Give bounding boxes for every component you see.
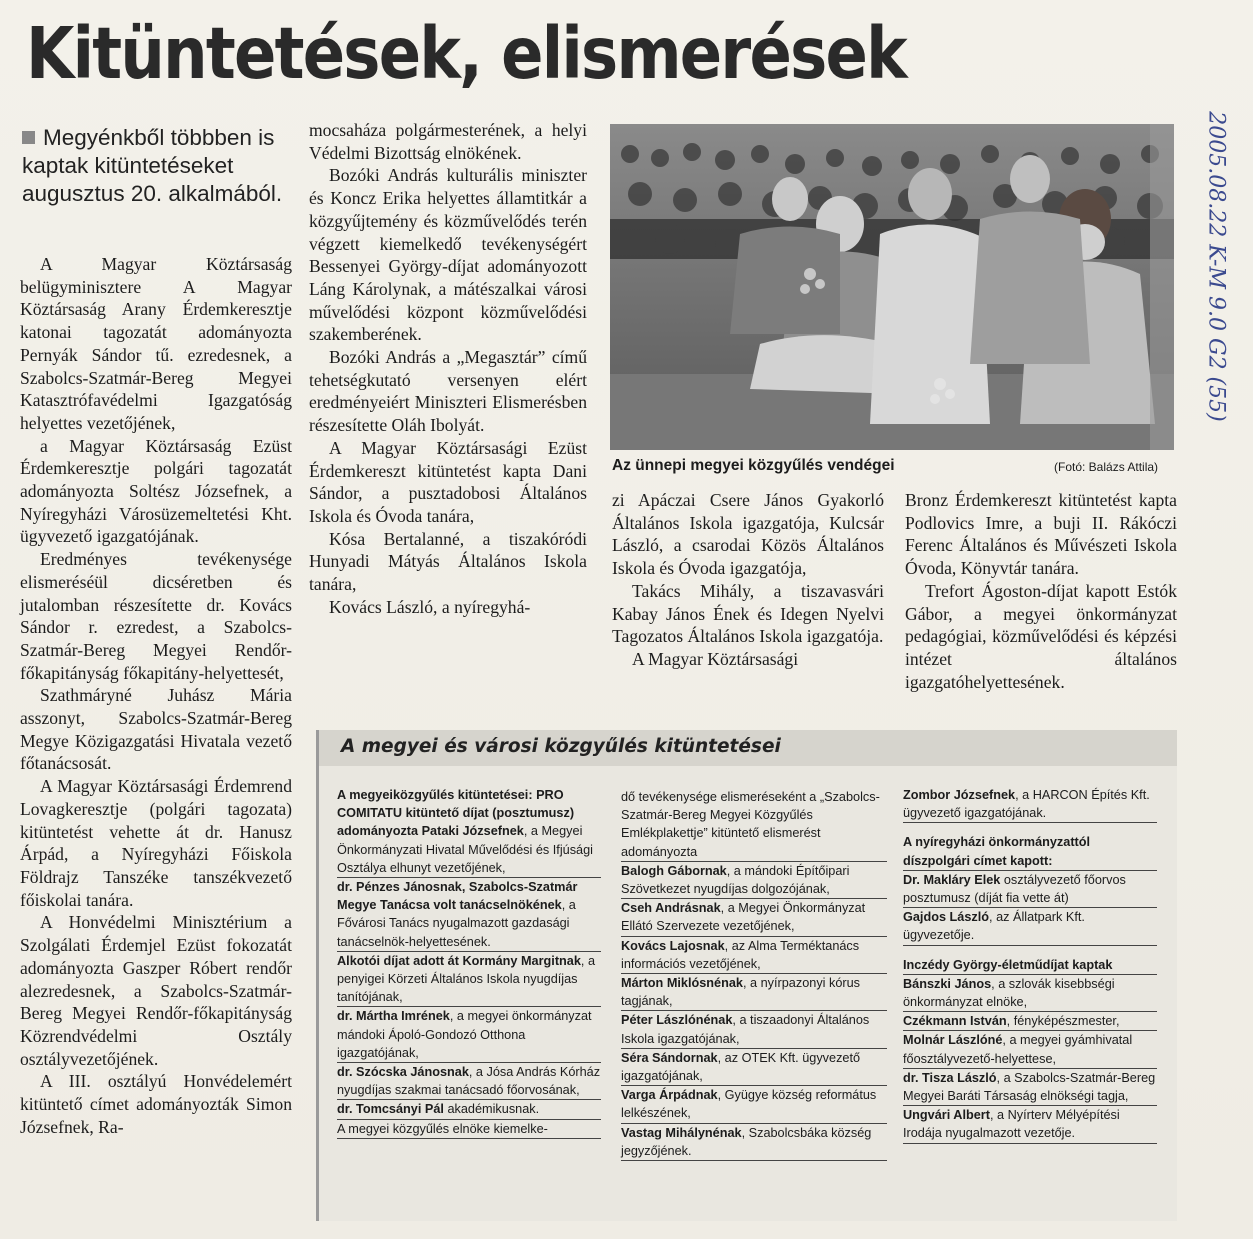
award-entry	[903, 833, 1157, 870]
award-recipient: Vastag Mihálynénak	[621, 1125, 742, 1140]
award-description: , az Alma Terméktanács információs vezetőjének,	[621, 938, 860, 971]
award-recipient: Varga Árpádnak	[621, 1088, 718, 1103]
paragraph: Takács Mihály, a tiszavasvári Kabay János Ének és Idegen Nyelvi Tagozatos Általános Iskola igazgatója.	[612, 580, 884, 647]
award-entry	[337, 1063, 601, 1100]
award-description: , a Megyei Önkormányzat Ellátó Szervezete vezetőjének,	[621, 901, 866, 934]
award-entry	[903, 956, 1157, 975]
paragraph: A Magyar Köztársasági	[632, 648, 799, 669]
award-recipient: dr. Tisza László	[903, 1070, 997, 1085]
award-description: , fényképészmester,	[1006, 1014, 1120, 1029]
award-recipient: dr. Pénzes Jánosnak, Szabolcs-Szatmár Megye Tanácsa volt tanácselnökének	[337, 880, 578, 913]
award-entry	[621, 899, 887, 936]
awards-box-column-1	[337, 786, 601, 1139]
award-entry	[337, 786, 601, 878]
award-recipient: Dr. Makláry Elek	[903, 872, 1001, 887]
awards-box-column-3	[903, 786, 1157, 1144]
paragraph: a Magyar Köztársaság Ezüst Érdemkeresztje polgári tagozatát adományozta Soltész Józsefnek, a Nyíregyházi Városüzemeltetési Kht. ügyvezető igazgatójának.	[20, 435, 292, 547]
paragraph: Trefort Ágoston-díjat kapott Estók Gábor, a megyei önkormányzat pedagógiai, közművelődési és képzési intézet általános igazgatóhelyettesének.	[905, 580, 1177, 692]
award-recipient: Péter Lászlónénak	[621, 1013, 733, 1028]
award-entry	[903, 786, 1157, 823]
award-description: , a Jósa András Kórház nyugdíjas szakmai tanácsadó főorvosának,	[337, 1065, 601, 1098]
paragraph: Bozóki András kulturális miniszter és Koncz Erika helyettes államtitkár a közgyűjtemény és közművelődés terén végzett kiemelkedő tevékenységért Bessenyei György-díjat adományozott Láng Károlynak, a mátészalkai városi művelődési központ közművelődési szakemberének.	[309, 165, 587, 345]
paragraph: Eredményes tevékenysége elismeréséül dicséretben és jutalomban részesítette dr. Kovács Sándor r. ezredest, a Szabolcs-Szatmár-Bereg Megyei Rendőr-főkapitányság főkapitány-helyettesét,	[20, 549, 292, 683]
award-entry	[337, 952, 601, 1008]
award-description: , a Fővárosi Tanács nyugalmazott gazdasági tanácselnök-helyettesének.	[337, 898, 576, 949]
paragraph: zi Apáczai Csere János Gyakorló Általános Iskola igazgatója, Kulcsár László, a csarodai Közös Általános Iskola és Óvoda igazgatója,	[612, 490, 884, 579]
award-recipient: Balogh Gábornak	[621, 863, 727, 878]
award-entry	[621, 1124, 887, 1161]
award-recipient: A nyíregyházi önkormányzattól díszpolgári címet kapott:	[903, 835, 1091, 868]
lead-text: Megyénkből többben is kaptak kitüntetéseket augusztus 20. alkalmából.	[22, 125, 283, 206]
paragraph: Bozóki András a „Megasztár” című tehetségkutató versenyen elért eredményeiért Miniszteri Elismerésben részesítette Oláh Ibolyát.	[309, 347, 587, 436]
paragraph: A Honvédelmi Minisztérium a Szolgálati Érdemjel Ezüst fokozatát adományozta Gaszper Róbert rendőr alezredesnek, a Szabolcs-Szatmár-Bereg Megyei Rendőr-főkapitányság Közrendvédelmi Osztály osztályvezetőjének.	[20, 912, 292, 1069]
award-description: , a szlovák kisebbségi önkormányzat elnöke,	[903, 976, 1115, 1010]
lead-paragraph	[22, 124, 292, 208]
award-description: , a nyírpazonyi kórus tagjának,	[621, 976, 861, 1009]
square-bullet-icon	[22, 131, 35, 144]
paragraph: A Magyar Köztársaság belügyminisztere A Magyar Köztársaság Arany Érdemkeresztje katonai tagozatát adományozta Pernyák Sándor tű. ezredesnek, a Szabolcs-Szatmár-Bereg Megyei Katasztrófavédelmi Igazgatóság helyettes vezetőjének,	[20, 254, 292, 433]
paragraph: mocsaháza polgármesterének, a helyi Védelmi Bizottság elnökének.	[309, 120, 587, 163]
award-description: , az Állatpark Kft. ügyvezetője.	[903, 910, 1085, 943]
award-entry	[903, 871, 1157, 908]
award-entry	[337, 1007, 601, 1063]
award-description: , a HARCON Építés Kft. ügyvezető igazgatójának.	[903, 788, 1150, 821]
paragraph: Kovács László, a nyíregyhá-	[329, 596, 531, 617]
paragraph: A Magyar Köztársasági Ezüst Érdemkereszt kitüntetést kapta Dani Sándor, a pusztadobosi Általános Iskola és Óvoda tanára,	[309, 437, 587, 526]
award-recipient: Bánszki János	[903, 976, 992, 991]
award-entry	[903, 1069, 1157, 1106]
ceremony-photo	[610, 124, 1174, 450]
award-recipient: Kovács Lajosnak	[621, 938, 725, 953]
award-recipient: Ungvári Albert	[903, 1108, 990, 1123]
award-description: dő tevékenysége elismeréseként a „Szabolcs-Szatmár-Bereg Megyei Közgyűlés Emlékplakettje” kitüntető elismerést adományozta	[621, 790, 880, 859]
award-entry	[337, 1120, 601, 1139]
award-description: A megyei közgyűlés elnöke kiemelke-	[337, 1121, 548, 1136]
award-recipient: Inczédy György-életműdíjat kaptak	[903, 957, 1113, 972]
award-entry	[903, 908, 1157, 945]
award-description: , a Nyírterv Mélyépítési Irodája nyugalmazott vezetője.	[903, 1108, 1120, 1141]
award-recipient: Zombor Józsefnek	[903, 788, 1016, 802]
award-recipient: A megyeiközgyűlés kitüntetései: PRO COMITATU kitüntető díjat (posztumusz) adományozta Pataki Józsefnek	[337, 788, 575, 839]
audience-photo-illustration	[610, 124, 1174, 450]
award-description: , a Szabolcs-Szatmár-Bereg Megyei Baráti Társaság elnökségi tagja,	[903, 1070, 1156, 1104]
award-entry	[621, 1049, 887, 1086]
awards-box-header	[319, 730, 1177, 766]
award-recipient: dr. Szócska Jánosnak	[337, 1065, 469, 1080]
article-column-2	[309, 119, 587, 618]
award-description: , a mándoki Építőipari Szövetkezet nyugdíjas dolgozójának,	[621, 863, 850, 897]
award-entry	[621, 1086, 887, 1123]
award-entry	[337, 1100, 601, 1119]
award-recipient: Molnár Lászlóné	[903, 1033, 1003, 1048]
article-column-3	[612, 489, 884, 671]
paragraph: A Magyar Köztársasági Érdemrend Lovagkeresztje (polgári tagozata) kitüntetést vehette át dr. Hanusz Árpád, a Nyíregyházi Főiskola Földrajz Tanszéke tanszékvezető főiskolai tanára.	[20, 776, 292, 910]
award-description: , Szabolcsbáka község jegyzőjének.	[621, 1125, 872, 1158]
award-description: , az OTEK Kft. ügyvezető igazgatójának,	[621, 1050, 861, 1084]
award-entry	[337, 878, 601, 952]
paragraph: Kósa Bertalanné, a tiszakóródi Hunyadi Mátyás Általános Iskola tanára,	[309, 528, 587, 595]
award-recipient: dr. Mártha Imrének	[337, 1009, 450, 1024]
award-entry	[903, 1031, 1157, 1068]
award-recipient: Séra Sándornak	[621, 1050, 718, 1065]
award-recipient: Czékmann István	[903, 1014, 1007, 1029]
award-description: , a megyei önkormányzat mándoki Ápoló-Gondozó Otthona igazgatójának,	[337, 1009, 592, 1060]
award-recipient: Cseh Andrásnak	[621, 901, 721, 916]
award-entry	[903, 1106, 1157, 1143]
award-entry	[621, 788, 887, 862]
paragraph: Szathmáryné Juhász Mária asszonyt, Szabolcs-Szatmár-Bereg Megye Közigazgatási Hivatala vezető főtanácsosát.	[20, 685, 292, 774]
photo-credit: (Fotó: Balázs Attila)	[1054, 460, 1159, 474]
award-description: akadémikusnak.	[443, 1102, 540, 1117]
photo-caption: Az ünnepi megyei közgyűlés vendégei	[612, 457, 895, 474]
paragraph: Bronz Érdemkereszt kitüntetést kapta Podlovics Imre, a buji II. Rákóczi Ferenc Általános és Művészeti Iskola Óvoda, Könyvtár tanára.	[905, 490, 1177, 579]
award-description: , a megyei gyámhivatal főosztályvezető-helyettese,	[903, 1033, 1133, 1066]
award-description: , a Megyei Önkormányzati Hivatal Művelődési és Ifjúsági Osztálya elhunyt vezetőjének,	[337, 824, 593, 875]
awards-box-column-2	[621, 788, 887, 1161]
award-entry	[903, 1012, 1157, 1031]
award-description: osztályvezető főorvos posztumusz (díját fia vette át)	[903, 872, 1126, 906]
award-recipient: Gajdos László	[903, 910, 990, 925]
article-column-4	[905, 489, 1177, 693]
award-entry	[903, 975, 1157, 1012]
award-entry	[621, 974, 887, 1011]
award-description: , a penyigei Körzeti Általános Iskola nyugdíjas tanítójának,	[337, 953, 596, 1005]
award-description: , a tiszaadonyi Általános Iskola igazgatójának,	[621, 1013, 870, 1046]
award-recipient: Alkotói díjat adott át Kormány Margitnak	[337, 953, 581, 968]
article-column-1	[20, 253, 292, 1138]
award-recipient: dr. Tomcsányi Pál	[337, 1102, 444, 1117]
paragraph: A III. osztályú Honvédelemért kitüntető címet adományozták Simon Józsefnek, Ra-	[20, 1071, 292, 1137]
award-description: , Gyügye község református lelkészének,	[621, 1088, 877, 1121]
headline: Kitüntetések, elismerések	[26, 12, 906, 95]
awards-box	[316, 730, 1177, 1221]
awards-box-title: A megyei és városi közgyűlés kitüntetései	[341, 736, 781, 757]
handwritten-note	[1196, 14, 1240, 534]
award-entry	[621, 1011, 887, 1048]
award-entry	[621, 937, 887, 974]
handwritten-note-text: 2005.08.22 K-M 9.0 G2 (55)	[1203, 111, 1229, 422]
award-entry	[621, 862, 887, 899]
award-recipient: Márton Miklósnénak	[621, 976, 743, 991]
